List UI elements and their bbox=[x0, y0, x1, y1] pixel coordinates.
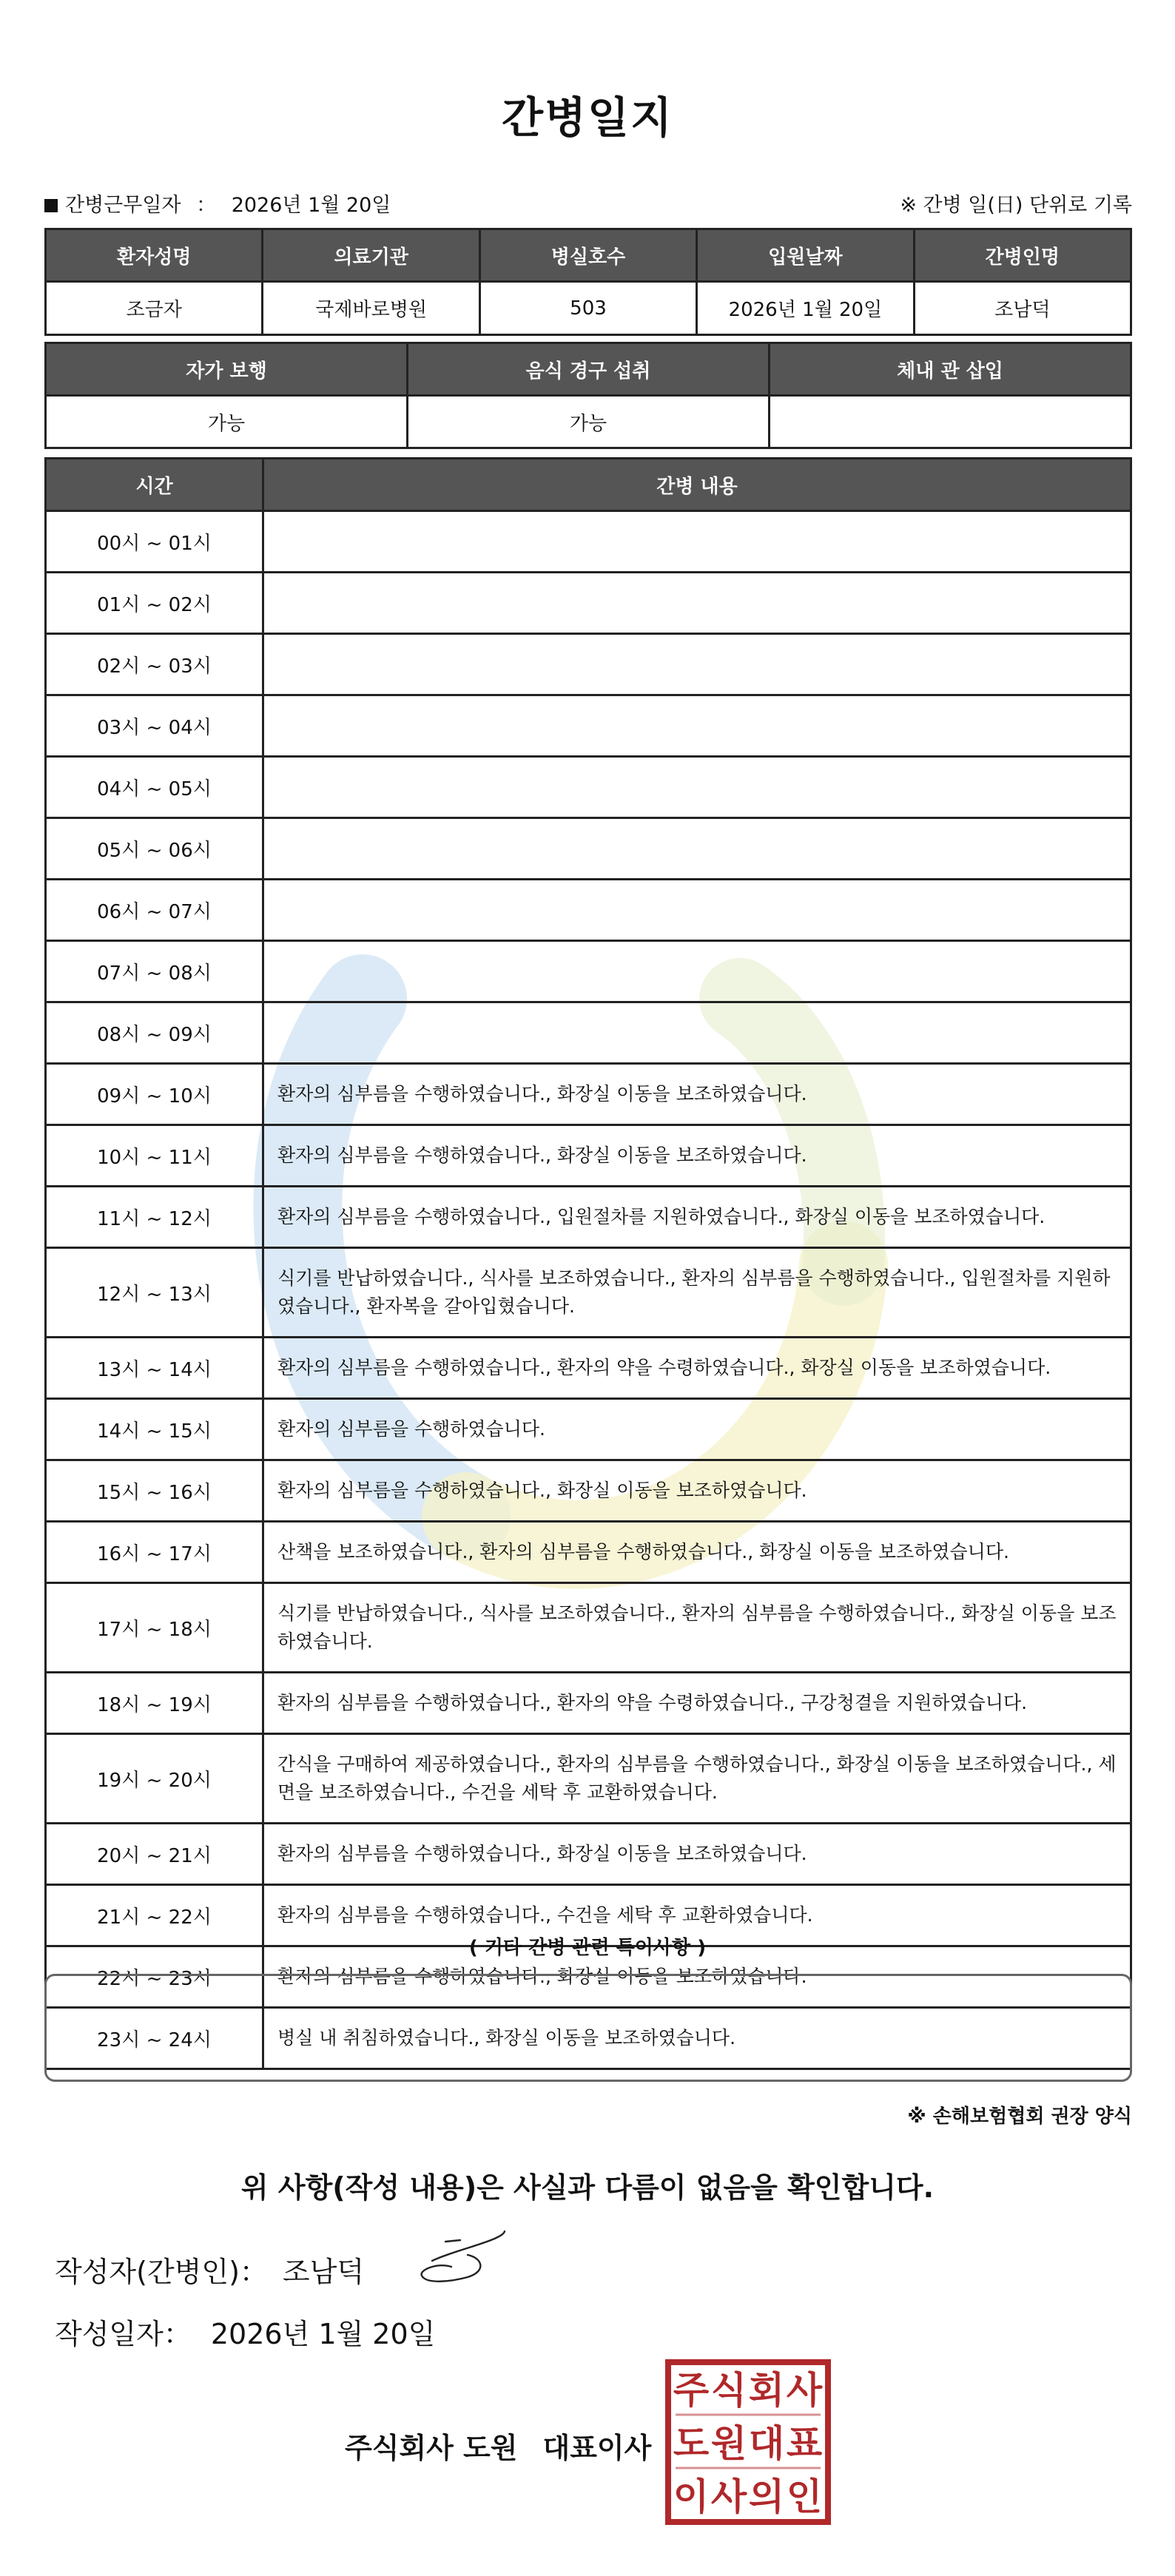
patient-status-header-row bbox=[46, 343, 1131, 396]
header-admission-date: 입원날짜 bbox=[697, 229, 914, 282]
header-tube-insertion: 체내 관 삽입 bbox=[770, 343, 1131, 396]
seal-glyph: 식 bbox=[710, 2369, 747, 2412]
time-cell: 20시 ~ 21시 bbox=[46, 1824, 263, 1885]
write-date-label: 작성일자： bbox=[55, 2318, 192, 2350]
time-cell: 21시 ~ 22시 bbox=[46, 1885, 263, 1946]
content-cell: 환자의 심부름을 수행하였습니다., 환자의 약을 수령하였습니다., 화장실 이동을 보조하였습니다. bbox=[263, 1338, 1131, 1399]
work-date-separator: ： bbox=[196, 194, 217, 217]
table-row bbox=[46, 1583, 1131, 1673]
content-cell bbox=[263, 573, 1131, 634]
table-row bbox=[46, 1824, 1131, 1885]
work-date-row bbox=[44, 189, 1132, 218]
time-cell: 16시 ~ 17시 bbox=[46, 1522, 263, 1583]
table-row bbox=[46, 880, 1131, 941]
patient-status-table bbox=[44, 342, 1132, 449]
content-cell: 환자의 심부름을 수행하였습니다., 화장실 이동을 보조하였습니다. bbox=[263, 1946, 1131, 2008]
patient-name: 조금자 bbox=[46, 282, 263, 335]
hospital-name: 국제바로병원 bbox=[263, 282, 479, 335]
company-line bbox=[345, 2425, 651, 2466]
seal-glyph: 대 bbox=[748, 2422, 785, 2465]
content-cell bbox=[263, 511, 1131, 573]
content-cell: 환자의 심부름을 수행하였습니다., 수건을 세탁 후 교환하였습니다. bbox=[263, 1885, 1131, 1946]
square-bullet-icon bbox=[44, 199, 58, 212]
time-cell: 12시 ~ 13시 bbox=[46, 1248, 263, 1338]
work-date-value: 2026년 1월 20일 bbox=[231, 194, 391, 217]
header-room-number: 병실호수 bbox=[479, 229, 696, 282]
company-name: 주식회사 도원 bbox=[345, 2432, 518, 2464]
content-cell bbox=[263, 757, 1131, 818]
room-number: 503 bbox=[479, 282, 696, 335]
table-row bbox=[46, 1522, 1131, 1583]
content-cell: 환자의 심부름을 수행하였습니다., 화장실 이동을 보조하였습니다. bbox=[263, 1064, 1131, 1125]
table-row bbox=[46, 573, 1131, 634]
time-cell: 02시 ~ 03시 bbox=[46, 634, 263, 695]
content-cell bbox=[263, 818, 1131, 880]
care-log-table bbox=[44, 457, 1132, 2070]
table-row bbox=[46, 634, 1131, 695]
table-row bbox=[46, 818, 1131, 880]
time-cell: 14시 ~ 15시 bbox=[46, 1399, 263, 1460]
patient-status-value-row bbox=[46, 396, 1131, 448]
page-title: 간병일지 bbox=[501, 92, 674, 143]
tube-insertion-value bbox=[770, 396, 1131, 448]
seal-glyph: 도 bbox=[673, 2422, 710, 2465]
patient-info-table bbox=[44, 228, 1132, 336]
header-caregiver-name: 간병인명 bbox=[914, 229, 1131, 282]
table-row bbox=[46, 1002, 1131, 1064]
time-cell: 05시 ~ 06시 bbox=[46, 818, 263, 880]
company-seal-stamp bbox=[664, 2358, 832, 2526]
care-log-header-row bbox=[46, 459, 1131, 511]
content-cell: 환자의 심부름을 수행하였습니다., 화장실 이동을 보조하였습니다. bbox=[263, 1824, 1131, 1885]
time-cell: 01시 ~ 02시 bbox=[46, 573, 263, 634]
table-row bbox=[46, 1338, 1131, 1399]
ceo-title: 대표이사 bbox=[542, 2432, 652, 2464]
table-row bbox=[46, 1125, 1131, 1187]
work-date bbox=[44, 189, 391, 218]
header-hospital: 의료기관 bbox=[263, 229, 479, 282]
content-cell: 간식을 구매하여 제공하였습니다., 환자의 심부름을 수행하였습니다., 화장실 이동을 보조하였습니다., 세면을 보조하였습니다., 수건을 세탁 후 교환하였습니다. bbox=[263, 1734, 1131, 1824]
table-row bbox=[46, 1460, 1131, 1522]
content-cell bbox=[263, 695, 1131, 757]
header-time: 시간 bbox=[46, 459, 263, 511]
write-date-line bbox=[55, 2311, 435, 2352]
content-cell: 환자의 심부름을 수행하였습니다., 환자의 약을 수령하였습니다., 구강청결을 지원하였습니다. bbox=[263, 1673, 1131, 1734]
time-cell: 03시 ~ 04시 bbox=[46, 695, 263, 757]
table-row bbox=[46, 1399, 1131, 1460]
notes-title: ( 기타 간병 관련 특이사항 ) bbox=[468, 1937, 707, 1959]
admission-date: 2026년 1월 20일 bbox=[697, 282, 914, 335]
time-cell: 15시 ~ 16시 bbox=[46, 1460, 263, 1522]
content-cell: 환자의 심부름을 수행하였습니다. bbox=[263, 1399, 1131, 1460]
content-cell: 환자의 심부름을 수행하였습니다., 화장실 이동을 보조하였습니다. bbox=[263, 1125, 1131, 1187]
time-cell: 09시 ~ 10시 bbox=[46, 1064, 263, 1125]
confirm-statement: 위 사항(작성 내용)은 사실과 다름이 없음을 확인합니다. bbox=[240, 2171, 935, 2204]
table-row bbox=[46, 1187, 1131, 1248]
recommend-note: ※ 손해보험협회 권장 양식 bbox=[907, 2105, 1132, 2128]
table-row bbox=[46, 695, 1131, 757]
time-cell: 00시 ~ 01시 bbox=[46, 511, 263, 573]
signature-image bbox=[416, 2225, 512, 2299]
writer-label: 작성자(간병인)： bbox=[55, 2256, 268, 2288]
time-cell: 04시 ~ 05시 bbox=[46, 757, 263, 818]
header-oral-intake: 음식 경구 섭취 bbox=[408, 343, 770, 396]
self-walking-value: 가능 bbox=[46, 396, 408, 448]
time-cell: 11시 ~ 12시 bbox=[46, 1187, 263, 1248]
time-cell: 18시 ~ 19시 bbox=[46, 1673, 263, 1734]
seal-glyph: 표 bbox=[786, 2422, 823, 2465]
content-cell bbox=[263, 634, 1131, 695]
caregiver-name: 조남덕 bbox=[914, 282, 1131, 335]
content-cell: 병실 내 취침하였습니다., 화장실 이동을 보조하였습니다. bbox=[263, 2008, 1131, 2069]
time-cell: 07시 ~ 08시 bbox=[46, 941, 263, 1002]
table-row bbox=[46, 1248, 1131, 1338]
seal-glyph: 원 bbox=[710, 2422, 747, 2465]
seal-glyph: 의 bbox=[748, 2475, 785, 2518]
content-cell: 산책을 보조하였습니다., 환자의 심부름을 수행하였습니다., 화장실 이동을 보조하였습니다. bbox=[263, 1522, 1131, 1583]
time-cell: 13시 ~ 14시 bbox=[46, 1338, 263, 1399]
content-cell: 환자의 심부름을 수행하였습니다., 입원절차를 지원하였습니다., 화장실 이동을 보조하였습니다. bbox=[263, 1187, 1131, 1248]
time-cell: 19시 ~ 20시 bbox=[46, 1734, 263, 1824]
table-row bbox=[46, 1734, 1131, 1824]
unit-note: ※ 간병 일(日) 단위로 기록 bbox=[900, 194, 1132, 217]
header-patient-name: 환자성명 bbox=[46, 229, 263, 282]
seal-glyph: 사 bbox=[786, 2369, 823, 2412]
time-cell: 23시 ~ 24시 bbox=[46, 2008, 263, 2069]
seal-glyph: 회 bbox=[748, 2369, 785, 2412]
content-cell: 식기를 반납하였습니다., 식사를 보조하였습니다., 환자의 심부름을 수행하였습니다., 입원절차를 지원하였습니다., 환자복을 갈아입혔습니다. bbox=[263, 1248, 1131, 1338]
writer-name: 조남덕 bbox=[282, 2256, 365, 2288]
table-row bbox=[46, 511, 1131, 573]
table-row bbox=[46, 757, 1131, 818]
content-cell bbox=[263, 941, 1131, 1002]
content-cell: 식기를 반납하였습니다., 식사를 보조하였습니다., 환자의 심부름을 수행하였습니다., 화장실 이동을 보조하였습니다. bbox=[263, 1583, 1131, 1673]
content-cell bbox=[263, 880, 1131, 941]
time-cell: 22시 ~ 23시 bbox=[46, 1946, 263, 2008]
header-care-content: 간병 내용 bbox=[263, 459, 1131, 511]
table-row bbox=[46, 1064, 1131, 1125]
table-row bbox=[46, 1673, 1131, 1734]
seal-glyph: 이 bbox=[673, 2475, 710, 2518]
time-cell: 10시 ~ 11시 bbox=[46, 1125, 263, 1187]
write-date-value: 2026년 1월 20일 bbox=[210, 2318, 436, 2350]
time-cell: 08시 ~ 09시 bbox=[46, 1002, 263, 1064]
content-cell bbox=[263, 1002, 1131, 1064]
patient-info-value-row bbox=[46, 282, 1131, 335]
header-self-walking: 자가 보행 bbox=[46, 343, 408, 396]
seal-glyph: 인 bbox=[786, 2475, 823, 2518]
writer-line bbox=[55, 2249, 364, 2290]
table-row bbox=[46, 941, 1131, 1002]
time-cell: 06시 ~ 07시 bbox=[46, 880, 263, 941]
content-cell: 환자의 심부름을 수행하였습니다., 화장실 이동을 보조하였습니다. bbox=[263, 1460, 1131, 1522]
time-cell: 17시 ~ 18시 bbox=[46, 1583, 263, 1673]
seal-glyph: 사 bbox=[710, 2475, 747, 2518]
seal-glyph: 주 bbox=[673, 2369, 710, 2412]
work-date-label: 간병근무일자 bbox=[65, 194, 181, 217]
oral-intake-value: 가능 bbox=[408, 396, 770, 448]
notes-box bbox=[44, 1974, 1132, 2082]
patient-info-header-row bbox=[46, 229, 1131, 282]
